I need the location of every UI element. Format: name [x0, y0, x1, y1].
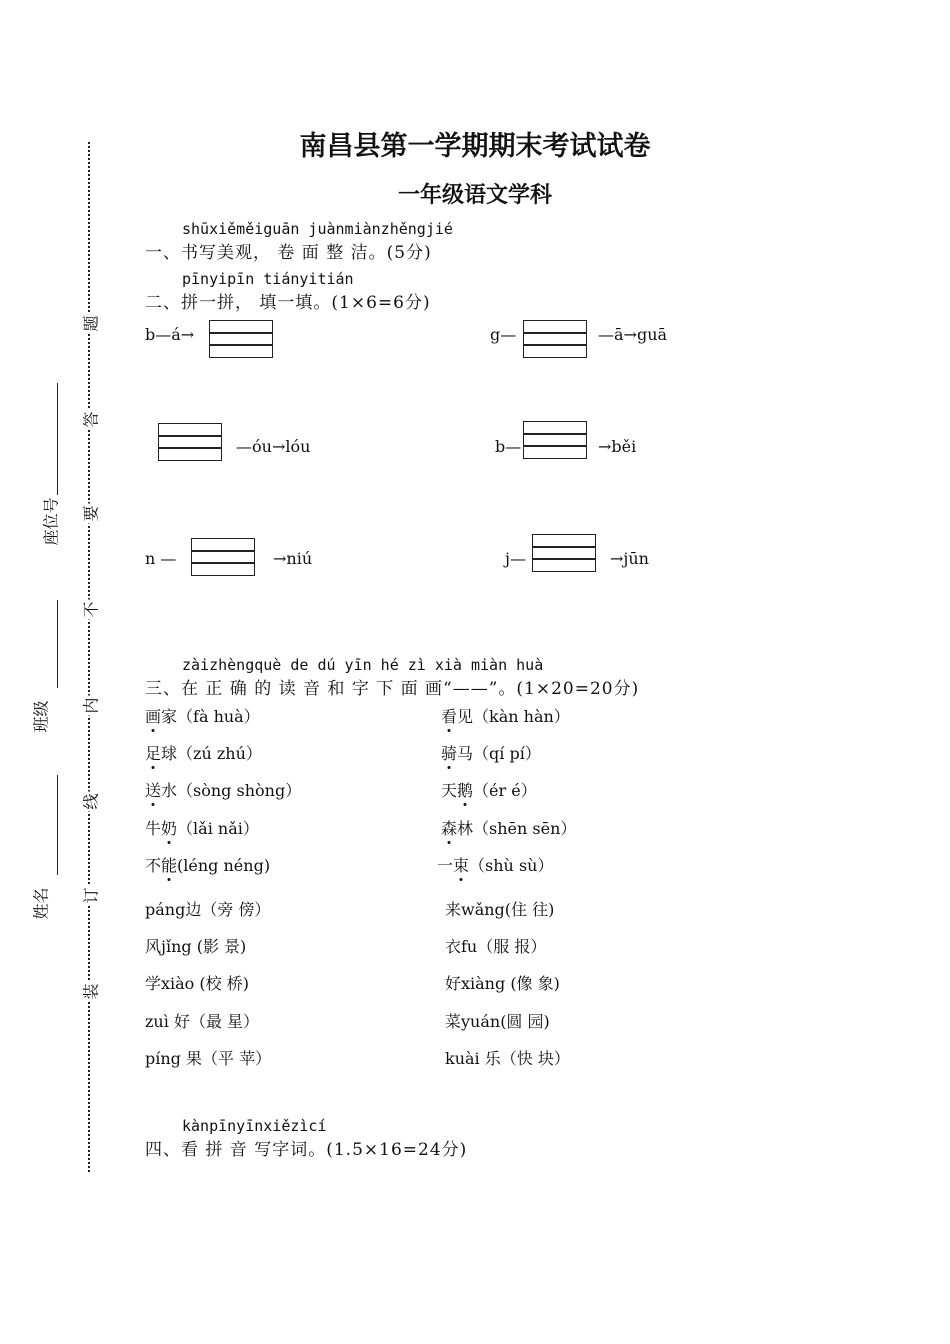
class-label: 班级 — [31, 700, 51, 733]
s2-item2-box[interactable] — [523, 320, 587, 358]
s3-right-item-3: 天鹅（ér é） — [441, 778, 537, 801]
s2-item1-left: b—á→ — [145, 325, 195, 344]
s3-right2-item-5: kuài 乐（快 块） — [445, 1049, 570, 1068]
binding-char-5: 内 — [79, 696, 102, 716]
s3-left-item-1: 画家（fà huà） — [145, 704, 260, 727]
s2-item2-left: g— — [490, 325, 517, 344]
section2-heading: 二、拼一拼， 填一填。(1×6=6分) — [145, 293, 431, 313]
s2-item6-right: →jūn — [610, 549, 649, 568]
section1-heading: 一、书写美观， 卷 面 整 洁。(5分) — [145, 243, 432, 263]
seat-underline — [57, 383, 58, 495]
s3-right2-item-2: 衣fu（服 报） — [445, 937, 547, 956]
binding-dotted-line — [88, 142, 90, 1172]
s2-item5-right: →niú — [273, 549, 313, 568]
s3-right-item-2: 骑马（qí pí） — [441, 741, 541, 764]
s3-left2-item-5: píng 果（平 苹） — [145, 1049, 272, 1068]
s3-left2-item-2: 风jǐng (影 景) — [145, 937, 247, 956]
s3-right-item-4: 森林（shēn sēn） — [441, 816, 576, 839]
s3-right2-item-3: 好xiàng (像 象) — [445, 974, 560, 993]
s3-right2-item-4: 菜yuán(圆 园) — [445, 1012, 550, 1031]
exam-subtitle: 一年级语文学科 — [397, 183, 552, 208]
s2-item5-left: n — — [145, 549, 177, 568]
binding-char-1: 题 — [79, 314, 102, 334]
s3-right-item-5: 一束（shù sù） — [437, 853, 553, 876]
section4-heading: 四、看 拼 音 写字词。(1.5×16=24分) — [145, 1140, 468, 1160]
binding-char-2: 答 — [79, 410, 102, 430]
s2-item4-right: →běi — [598, 437, 637, 456]
s2-item4-box[interactable] — [523, 421, 587, 459]
s3-right-item-1: 看见（kàn hàn） — [441, 704, 570, 727]
binding-char-7: 订 — [79, 886, 102, 906]
section3-pinyin: zàizhèngquè de dú yīn hé zì xià miàn huà — [182, 656, 544, 674]
s3-left2-item-4: zuì 好（最 星） — [145, 1012, 260, 1031]
s3-left-item-5: 不能(léng néng) — [145, 853, 270, 876]
s3-left-item-2: 足球（zú zhú） — [145, 741, 262, 764]
binding-char-8: 装 — [79, 982, 102, 1002]
s2-item6-box[interactable] — [532, 534, 596, 572]
s2-item6-left: j— — [505, 549, 526, 568]
s2-item3-right: —óu→lóu — [236, 437, 311, 456]
section4-pinyin: kànpīnyīnxiězìcí — [182, 1117, 327, 1135]
s2-item1-box[interactable] — [209, 320, 273, 358]
exam-title: 南昌县第一学期期末考试试卷 — [299, 131, 651, 162]
s2-item4-left: b— — [495, 437, 522, 456]
section2-pinyin: pīnyipīn tiányitián — [182, 270, 354, 288]
section1-pinyin: shūxiěměiguān juànmiànzhěngjié — [182, 220, 453, 238]
binding-char-3: 要 — [79, 504, 102, 524]
class-underline — [57, 600, 58, 688]
s3-left2-item-3: 学xiào (校 桥) — [145, 974, 249, 993]
seat-label: 座位号 — [41, 497, 61, 546]
s3-right2-item-1: 来wǎng(住 往) — [445, 900, 555, 919]
name-label: 姓名 — [31, 887, 51, 920]
name-underline — [57, 775, 58, 875]
s3-left-item-4: 牛奶（lǎi nǎi） — [145, 816, 259, 839]
s3-left2-item-1: páng边（旁 傍） — [145, 900, 271, 919]
section3-heading: 三、在 正 确 的 读 音 和 字 下 面 画“——”。(1×20=20分) — [145, 679, 640, 699]
binding-char-4: 不 — [79, 600, 102, 620]
s3-left-item-3: 送水（sòng shòng） — [145, 778, 301, 801]
binding-char-6: 线 — [79, 792, 102, 812]
s2-item3-box[interactable] — [158, 423, 222, 461]
s2-item2-right: —ā→guā — [598, 325, 668, 344]
s2-item5-box[interactable] — [191, 538, 255, 576]
